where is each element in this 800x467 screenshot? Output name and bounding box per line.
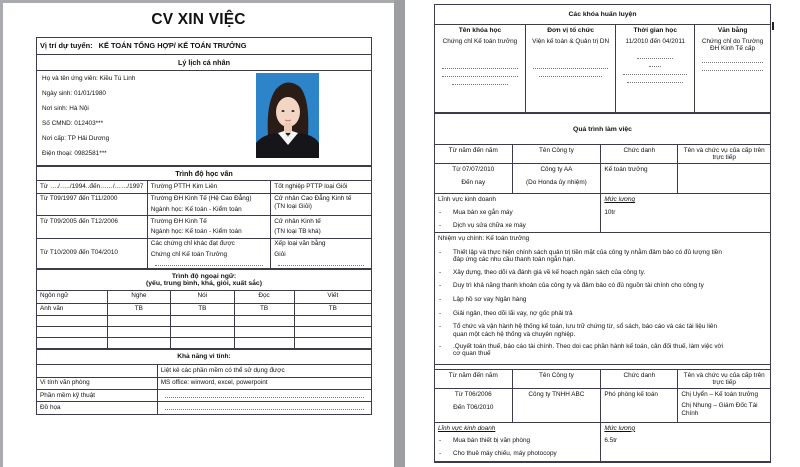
work-header-row (435, 145, 770, 164)
duty-text: Giải ngân, theo dõi lãi vay, nợ gốc phải trả (453, 309, 573, 317)
language-name: Anh văn (37, 303, 107, 315)
col-supervisor: Tên và chức vụ của cấp trên trực tiếp (678, 145, 770, 164)
office-value: MS office: winword, excel, powerpoint (157, 377, 371, 389)
col-supervisor: Tên và chức vụ của cấp trên trực tiếp (678, 369, 770, 388)
position-row (37, 38, 371, 54)
bullet-dash: - (439, 323, 442, 331)
bullet-dash: - (439, 309, 442, 317)
education-heading: Trình độ học vấn (37, 166, 371, 180)
computer-skills-table (37, 349, 371, 414)
col-company: Tên Công ty (512, 145, 601, 164)
edu-school: Trường PTTH Kim Liên (147, 181, 271, 193)
training-heading: Các khóa huấn luyện (435, 5, 770, 25)
job-duties-row (435, 233, 770, 364)
col-course-name: Tên khóa học (458, 27, 502, 35)
language-row-empty (37, 315, 371, 326)
education-row (37, 216, 371, 239)
field-name: Họ và tên ứng viên: Kiều Tú Linh (42, 74, 136, 82)
edu-rank-label: Xếp loại văn bằng (274, 240, 326, 248)
job-start: Từ T06/2006 (454, 390, 492, 398)
job-title: Kế toán trưởng (601, 164, 678, 194)
course-time: 11/2010 đến 04/2011 (625, 38, 685, 46)
computer-row (37, 402, 371, 414)
duty-text: .Quyết toán thuế, báo cáo tài chính. Theo doi cac phần hành kế toán, cân đối thuế, làm việc với cơ quan thuế (453, 343, 724, 358)
personal-fields (41, 73, 135, 166)
col-certificate: Văn bằng (717, 27, 748, 35)
edu-period: Từ T10/2009 đến T04/2010 (37, 238, 147, 268)
edu-major: Ngành học: Kế toán - Kiểm toán (150, 228, 242, 236)
computer-row (37, 377, 371, 389)
work-heading: Quá trình làm việc (435, 114, 770, 145)
computer-heading: Khả năng vi tính: (37, 349, 371, 365)
edu-school: Trường ĐH Kinh Tế (150, 217, 207, 225)
salary-value: 10tr (604, 209, 616, 217)
computer-row (37, 390, 371, 402)
job-title: Phó phòng kế toán (601, 388, 678, 422)
job-end: Đến T06/2010 (453, 404, 494, 412)
col-period: Từ năm đến năm (435, 145, 512, 164)
supervisor-name: Chị Nhung – Giám Đốc Tài Chính (681, 402, 758, 417)
job-business-row: Lĩnh vực kinh doanh - Mua bán thiết bị văn phòng - Cho thuê máy chiếu, máy photocopy Mức lương 6.5tr (435, 422, 770, 461)
business-item: Mua bán xe gắn máy (453, 209, 513, 217)
graphics-label: Đồ họa (37, 402, 157, 414)
job-start: Từ 07/07/2010 (452, 166, 495, 174)
bullet-dash: - (439, 296, 442, 303)
edu-period: Từ T09/2005 đến T12/2006 (37, 216, 147, 239)
col-study-time: Thời gian học (633, 27, 677, 35)
training-table (435, 5, 770, 113)
duty-item (439, 296, 767, 305)
education-row (37, 238, 371, 268)
edu-result: Tốt nghiệp PTTP loại Giỏi (271, 181, 371, 193)
job-row (435, 164, 770, 194)
bullet-dash: - (439, 249, 442, 256)
speaking-level: TB (171, 303, 234, 315)
page-gap-scrollbar[interactable] (394, 0, 405, 467)
education-table (37, 166, 371, 269)
field-birthplace: Nơi sinh: Hà Nội (42, 104, 89, 112)
edu-grade: (TN loại TB khá) (274, 228, 321, 236)
edu-major: Ngành học: Kế toán - Kiểm toán (150, 205, 242, 213)
duty-text: Xây dựng, theo dõi và đánh giá về kế hoạch ngân sách của công ty. (453, 268, 646, 276)
job-row (435, 388, 770, 422)
duty-item (439, 249, 767, 264)
job-end: Đến nay (461, 179, 486, 187)
col-period: Từ năm đến năm (435, 369, 512, 388)
office-label: Vi tính văn phòng (37, 377, 157, 389)
edu-period: Từ …./…../1994..đến……/……/1997 (37, 181, 147, 193)
col-organizer: Đơn vị tổ chức (547, 27, 595, 35)
field-phone: Điện thoại: 0982581*** (42, 149, 107, 157)
education-row (37, 193, 371, 216)
education-row (37, 181, 371, 193)
salary-label: Mức lương (604, 424, 636, 432)
duty-text: Duy trì khả năng thanh khoản của công ty và đảm bảo có đủ nguồn tài chính cho công ty (453, 282, 704, 290)
position-value: KẾ TOÁN TỔNG HỢP/ KẾ TOÁN TRƯỞNG (98, 41, 247, 50)
computer-list-row (37, 365, 371, 377)
edu-school: Trường ĐH Kinh Tế (Hệ Cao Đẳng) (150, 195, 252, 203)
language-heading: Trình độ ngoại ngữ: (171, 272, 237, 280)
technical-software-label: Phần mềm kỹ thuật (37, 390, 157, 402)
duty-text: Tổ chức và vận hành hệ thống kế toán, lưu trữ chứng từ, sổ sách, báo cáo và các tài liệu liên quan một cách hệ thống và chuyên nghiệp. (453, 323, 718, 338)
duties-label: Nhiệm vụ chính: Kế toán trưởng (438, 235, 530, 243)
reading-level: TB (234, 303, 294, 315)
edu-certificates-label: Các chứng chỉ khác đạt được (150, 240, 235, 248)
job-company-note: (Do Honda ủy nhiệm) (526, 179, 587, 187)
col-company: Tên Công ty (512, 369, 601, 388)
duty-text: Thiết lập và thực hiện chính sách quản trị tiền mặt của công ty nhằm đảm bảo có đủ lượng tiền đáp ứng các nhu cầu thanh toán ngắn hạn. (453, 249, 722, 264)
business-item: Dịch vụ sửa chữa xe máy (453, 221, 526, 229)
business-label: Lĩnh vực kinh doanh (438, 424, 496, 432)
edu-result: Cử nhân Cao Đẳng Kinh tế (274, 195, 352, 203)
col-title: Chức danh (601, 145, 678, 164)
col-speaking: Nói (171, 290, 234, 303)
edu-period: Từ T09/1997 đến T11/2000 (37, 193, 147, 216)
cv-page-1 (3, 3, 394, 467)
edu-certificate: Chứng chỉ Kế toán Trưởng (150, 250, 228, 258)
bullet-dash: - (439, 343, 442, 350)
job-company: Công ty TNHH ABC (512, 388, 601, 422)
candidate-photo (256, 73, 319, 158)
edu-rank: Giỏi (274, 250, 286, 258)
text-cursor (772, 22, 774, 30)
col-writing: Viết (294, 290, 371, 303)
salary-label: Mức lương (604, 196, 636, 204)
course-certificate: Chứng chỉ do Trường ĐH Kinh Tế cấp (701, 38, 764, 53)
col-language: Ngôn ngữ (37, 290, 107, 303)
cv-page-2 (405, 0, 800, 467)
software-list-label: Liệt kê các phần mềm có thể sử dụng được (157, 365, 371, 377)
language-row (37, 303, 371, 315)
personal-heading: Lý lịch cá nhân (37, 54, 371, 70)
supervisor-name: Chị Uyển – Kế toán trưởng (681, 390, 759, 398)
cv-form-table-2 (434, 4, 771, 463)
col-title: Chức danh (601, 369, 678, 388)
duty-item (439, 282, 767, 291)
business-item: Mua bán thiết bị văn phòng (453, 437, 531, 445)
duty-item (439, 310, 767, 319)
bullet-dash: - (439, 268, 442, 276)
position-label: Vị trí dự tuyển: (40, 41, 93, 50)
duties-list (438, 249, 767, 358)
field-birthdate: Ngày sinh: 01/01/1980 (42, 89, 106, 97)
duty-text: Lập hồ sơ vay Ngân hàng (453, 296, 527, 303)
course-name: Chứng chỉ Kế toán trưởng (442, 38, 518, 46)
course-organizer: Viện kế toán & Quản trị DN (532, 38, 610, 46)
duty-item (439, 343, 767, 358)
field-issued-place: Nơi cấp: TP Hải Dương (42, 134, 110, 142)
document-title: CV XIN VIỆC (151, 11, 246, 28)
edu-grade: (TN loại Giỏi) (274, 202, 312, 210)
duty-item (439, 323, 767, 338)
language-table (37, 269, 371, 349)
job-business-row: Lĩnh vực kinh doanh - Mua bán xe gắn máy - Dịch vụ sửa chữa xe máy Mức lương 10tr (435, 194, 770, 233)
training-row (435, 25, 770, 113)
business-item: Cho thuê máy chiếu, máy photocopy (453, 450, 557, 458)
cv-form-table (36, 37, 372, 415)
col-listening: Nghe (107, 290, 170, 303)
col-reading: Đọc (234, 290, 294, 303)
work-history-table (435, 113, 770, 462)
job-company: Công ty AA (540, 166, 573, 174)
bullet-dash: - (439, 282, 442, 290)
language-row-empty (37, 337, 371, 348)
field-id-number: Số CMND: 012403*** (42, 119, 104, 127)
language-header-row (37, 290, 371, 303)
language-row-empty (37, 326, 371, 337)
language-subheading: (yếu, trung bình, khá, giỏi, xuất sắc) (146, 280, 262, 288)
business-label: Lĩnh vực kinh doanh (438, 196, 496, 204)
listening-level: TB (107, 303, 170, 315)
duty-item (439, 269, 767, 278)
work-header-row (435, 369, 770, 388)
salary-value: 6.5tr (604, 437, 618, 445)
job-supervisor (678, 164, 770, 194)
edu-result: Cử nhân Kinh tế (274, 217, 321, 225)
writing-level: TB (294, 303, 371, 315)
